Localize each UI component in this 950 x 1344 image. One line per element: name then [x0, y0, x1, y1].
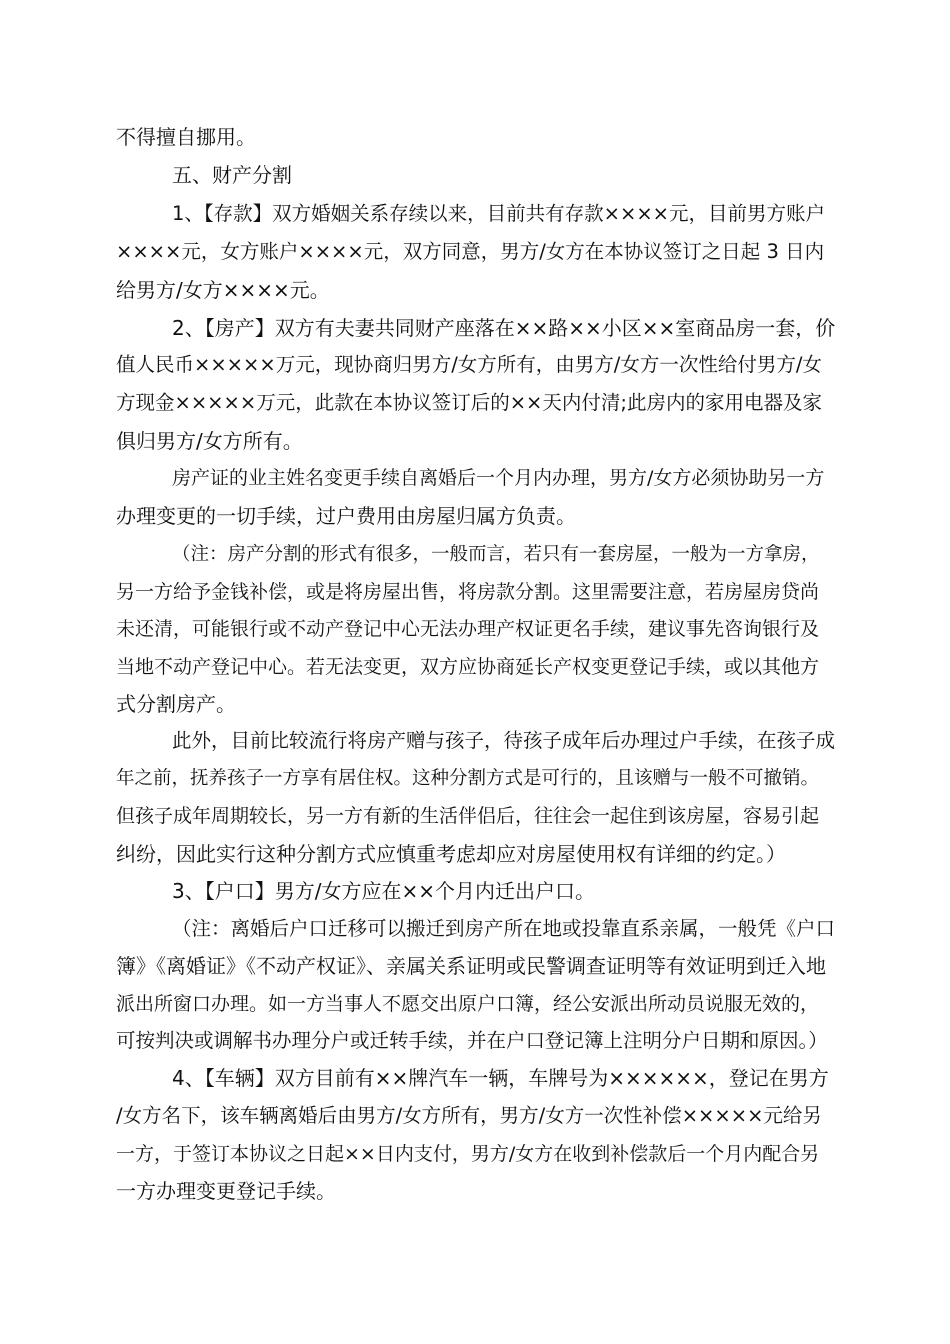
- note-line: 未还清，可能银行或不动产登记中心无法办理产权证更名手续，建议事先咨询银行及: [116, 618, 820, 640]
- note-line: 簿》《离婚证》《不动产权证》、亲属关系证明或民警调查证明等有效证明到迁入地: [116, 954, 826, 978]
- note-line: 派出所窗口办理。如一方当事人不愿交出原户口簿，经公安派出所动员说服无效的，: [116, 993, 820, 1015]
- note-line: 另一方给予金钱补偿，或是将房屋出售，将房款分割。这里需要注意，若房屋房贷尚: [116, 581, 820, 603]
- text-line: 一方，于签订本协议之日起××日内支付，男方/女方在收到补偿款后一个月内配合另: [116, 1143, 820, 1165]
- text-line: 房产证的业主姓名变更手续自离婚后一个月内办理，男方/女方必须协助另一方: [172, 467, 825, 489]
- text-line: 4、【车辆】双方目前有××牌汽车一辆，车牌号为××××××，登记在男方: [172, 1066, 829, 1090]
- note-line: （注：离婚后户口迁移可以搬迁到房产所在地或投靠直系亲属，一般凭《户口: [172, 917, 836, 940]
- section-heading: 五、财产分割: [172, 163, 292, 187]
- text-line: /女方名下，该车辆离婚后由男方/女方所有，男方/女方一次性补偿×××××元给另: [116, 1104, 822, 1127]
- text-line: 办理变更的一切手续，过户费用由房屋归属方负责。: [116, 504, 576, 528]
- note-line: 当地不动产登记中心。若无法变更，双方应协商延长产权变更登记手续，或以其他方: [116, 656, 820, 678]
- text-line: 一方办理变更登记手续。: [116, 1179, 336, 1203]
- note-line: 式分割房产。: [116, 692, 236, 716]
- note-line: 可按判决或调解书办理分户或迁转手续，并在户口登记簿上注明分户日期和原因。）: [116, 1029, 828, 1052]
- note-line: 但孩子成年周期较长，另一方有新的生活伴侣后，往往会一起住到该房屋，容易引起: [116, 805, 820, 827]
- text-line: 方现金×××××万元，此款在本协议签订后的××天内付清;此房内的家用电器及家: [116, 391, 822, 414]
- text-line: 1、【存款】双方婚姻关系存续以来，目前共有存款××××元，目前男方账户: [172, 202, 826, 225]
- text-line: 值人民币×××××万元，现协商归男方/女方所有，由男方/女方一次性给付男方/女: [116, 353, 822, 376]
- note-line: 纠纷，因此实行这种分割方式应慎重考虑却应对房屋使用权有详细的约定。）: [116, 842, 786, 866]
- text-line: 给男方/女方××××元。: [116, 278, 330, 302]
- text-line: ××××元，女方账户××××元，双方同意，男方/女方在本协议签订之日起 3 日内: [116, 240, 825, 263]
- text-line: 2、【房产】双方有夫妻共同财产座落在××路××小区××室商品房一套，价: [172, 316, 836, 340]
- note-line: 此外，目前比较流行将房产赠与孩子，待孩子成年后办理过户手续，在孩子成: [172, 729, 836, 752]
- note-line: （注：房产分割的形式有很多，一般而言，若只有一套房屋，一般为一方拿房，: [172, 544, 820, 565]
- text-line: 俱归男方/女方所有。: [116, 429, 303, 453]
- text-line: 不得擅自挪用。: [116, 125, 256, 149]
- note-line: 年之前，抚养孩子一方享有居住权。这种分割方式是可行的，且该赠与一般不可撤销。: [116, 768, 820, 789]
- text-line: 3、【户口】男方/女方应在××个月内迁出户口。: [172, 879, 595, 903]
